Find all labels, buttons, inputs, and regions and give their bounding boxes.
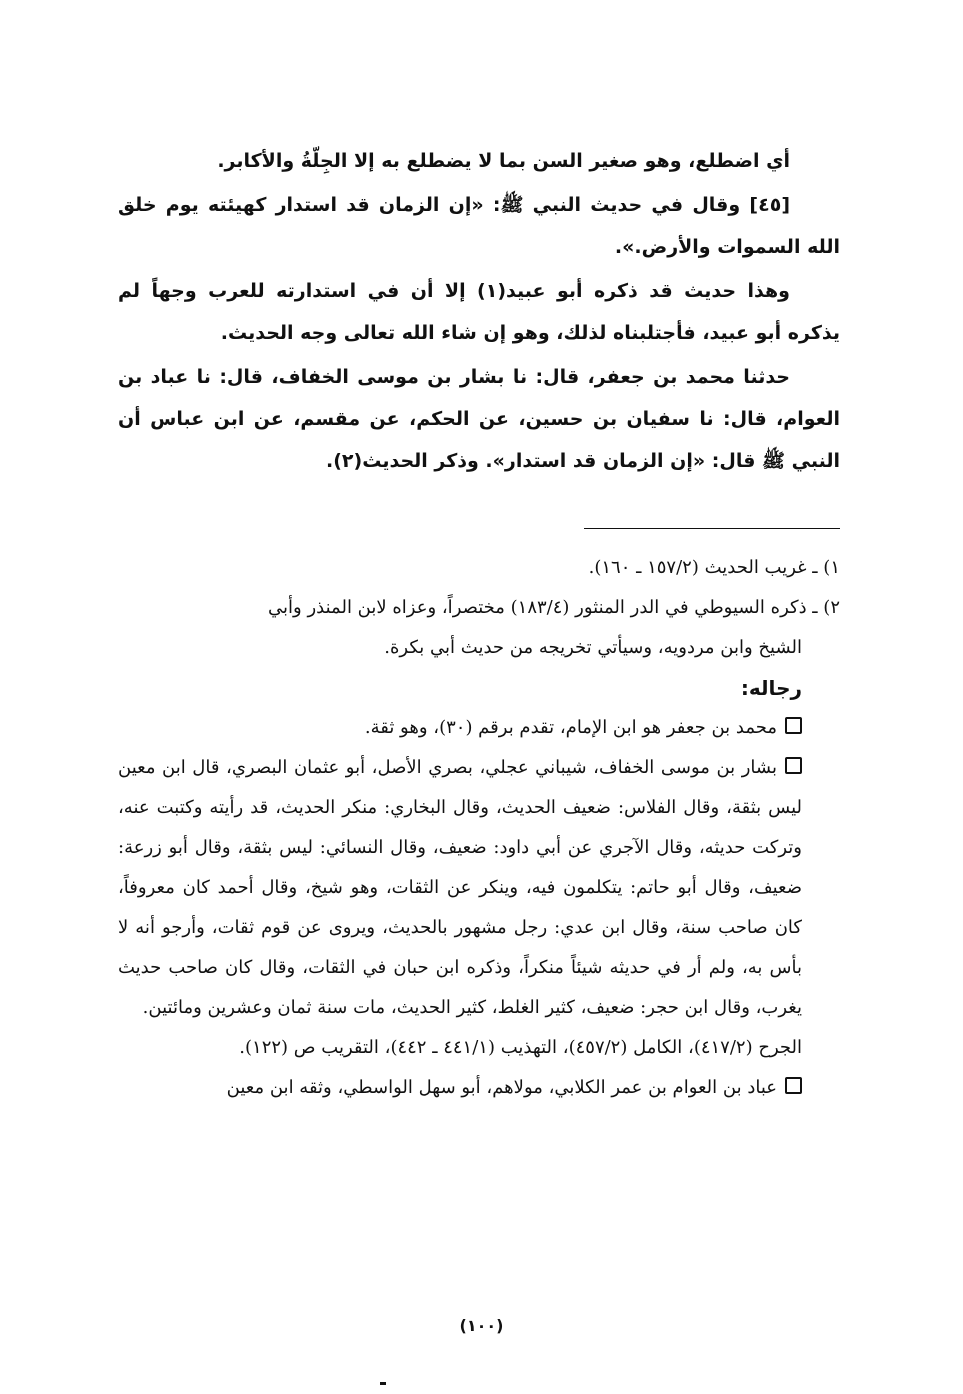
footnote-divider: [584, 528, 840, 529]
narrator-entry-2: [118, 748, 840, 1028]
checkbox-icon: [785, 717, 802, 734]
paragraph-4-isnad: حدثنا محمد بن جعفر، قال: نا بشار بن موسى الخفاف، قال: نا عباد بن العوام، قال: نا سفيان بن حسين، عن الحكم، عن مقسم، عن ابن عباس أن النبي ﷺ قال: «إن الزمان قد استدار». وذكر الحديث(٢).: [118, 366, 840, 472]
scan-speck: [380, 1382, 386, 1385]
narrator-entry-1-text: محمد بن جعفر هو ابن الإمام، تقدم برقم (٣٠)، وهو ثقة.: [364, 717, 777, 738]
footnote-2-line-1: ٢) ـ ذكره السيوطي في الدر المنثور (١٨٣/٤) مختصراً، وعزاه لابن المنذر وأبي: [268, 597, 840, 618]
page-number: (١٠٠): [459, 1316, 504, 1335]
paragraph-1: أي اضطلع، وهو صغير السن بما لا يضطلع به إلا الجِلّةُ والأكابر.: [217, 150, 790, 172]
paragraph-2-hadith-45: [٤٥] وقال في حديث النبي ﷺ: «إن الزمان قد استدار كهيئته يوم خلق الله السموات والأرض.».: [118, 194, 840, 258]
checkbox-icon: [785, 1077, 802, 1094]
narrator-entry-3-text: عباد بن العوام بن عمر الكلابي، مولاهم، أبو سهل الواسطي، وثقه ابن معين: [226, 1077, 777, 1098]
narrator-entry-2-text: بشار بن موسى الخفاف، شيباني عجلي، بصري الأصل، أبو عثمان البصري، قال ابن معين ليس بثقة، وقال الفلاس: ضعيف الحديث، وقال البخاري: منكر الحديث، قد رأيته وكتبت عنه، وتركت حديثه، وقال الآجري عن أبي داود: ضعيف، وقال النسائي: ليس بثقة، وقال أبو زرعة: ضعيف، وقال أبو حاتم: يتكلمون فيه، وينكر عن الثقات، وهو شيخ، وقال أحمد كان معروفاً، كان صاحب سنة، وقال ابن عدي: رجل مشهور بالحديث، ويروى عن قوم ثقات، وأرجو أنه لا بأس به، ولم أر في حديثه شيئاً منكراً، وذكره ابن حبان في الثقات، وقال كان صاحب حديث يغرب، وقال ابن حجر: ضعيف، كثير الغلط، كثير الحديث، مات سنة ثمان وعشرين ومائتين.: [118, 757, 802, 1018]
footnote-1: ١) ـ غريب الحديث (١٥٧/٢ ـ ١٦٠).: [588, 557, 840, 578]
narrator-entry-3: [118, 1068, 840, 1108]
paragraph-3: وهذا حديث قد ذكره أبو عبيد(١) إلا أن في استدارته للعرب وجهاً لم يذكره أبو عبيد، فأجتلبناه لذلك، وهو إن شاء الله تعالى وجه الحديث.: [118, 280, 840, 344]
narrator-entry-1: [118, 708, 840, 748]
footnote-2-line-2: الشيخ وابن مردويه، وسيأتي تخريجه من حديث أبي بكرة.: [384, 637, 802, 658]
narrators-heading: رجاله:: [740, 676, 802, 700]
main-text: [118, 140, 840, 484]
narrator-entry-2-references: الجرح (٤١٧/٢)، الكامل (٤٥٧/٢)، التهذيب (٤٤١/١ ـ ٤٤٢)، التقريب ص (١٢٢).: [239, 1037, 802, 1058]
footnotes: [118, 548, 840, 1108]
checkbox-icon: [785, 757, 802, 774]
